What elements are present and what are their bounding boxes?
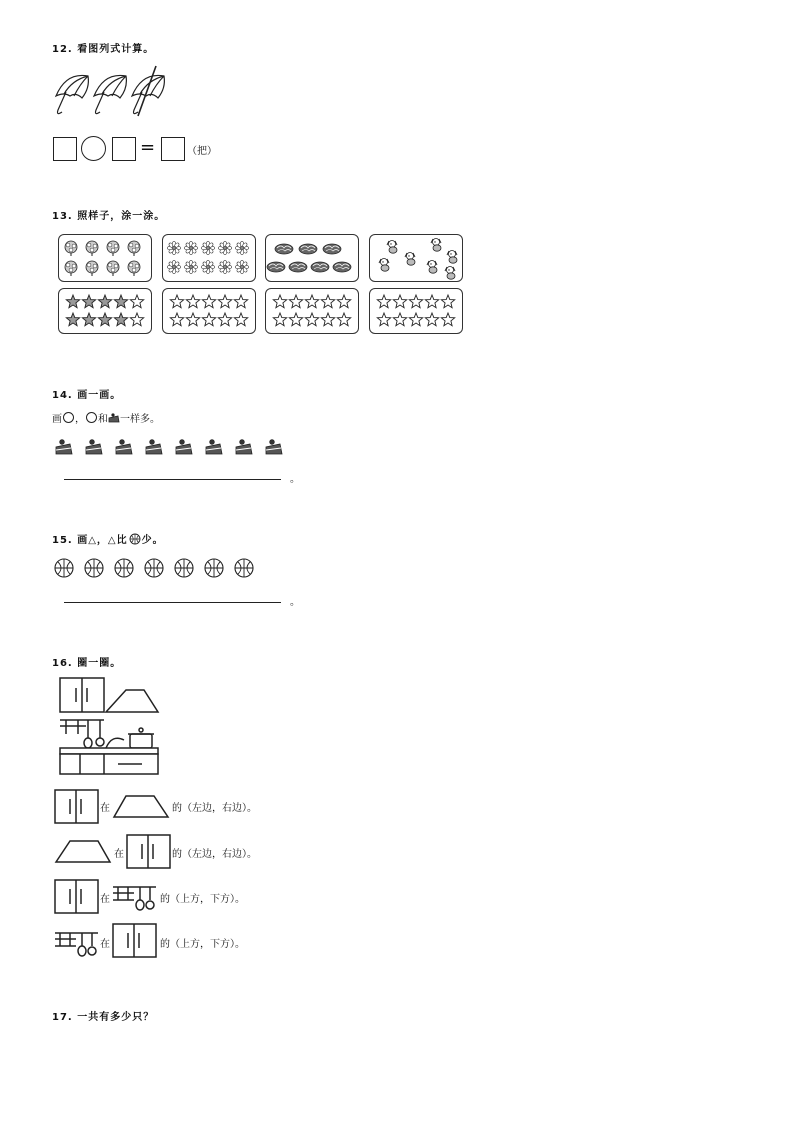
inst-pre: 画 — [52, 414, 62, 425]
panel-puppies — [369, 234, 463, 282]
star-icon[interactable] — [218, 295, 231, 308]
cake-icon — [206, 440, 222, 454]
bush-icon — [311, 262, 329, 272]
star-set[interactable] — [266, 289, 358, 333]
answer-line-q14[interactable] — [64, 479, 281, 480]
cake-icon — [56, 440, 72, 454]
daisy-icon — [201, 260, 214, 273]
basketball-icon — [129, 533, 141, 545]
operator-circle[interactable] — [81, 136, 106, 161]
daisy-set — [163, 235, 255, 281]
cake-icon — [146, 440, 162, 454]
star-icon[interactable] — [409, 313, 422, 326]
star-panel-3[interactable] — [265, 288, 359, 334]
star-icon[interactable] — [170, 313, 183, 326]
bush-icon — [333, 262, 351, 272]
star-icon[interactable] — [377, 313, 390, 326]
daisy-icon — [167, 260, 180, 273]
cake-icon — [86, 440, 102, 454]
q14-title: 14. 画一画。 — [52, 390, 122, 401]
bush-set — [266, 235, 358, 281]
puppy-set — [370, 235, 462, 281]
circle-icon — [86, 412, 97, 423]
flower-icon — [65, 241, 77, 256]
cabinet-icon — [54, 879, 100, 915]
cabinet-icon — [126, 834, 172, 870]
flower-icon — [86, 261, 98, 276]
cake-icon — [236, 440, 252, 454]
answer-box-1[interactable] — [53, 137, 77, 161]
umbrella-icon — [56, 75, 88, 113]
star-icon[interactable] — [218, 313, 231, 326]
basketball-row — [52, 556, 262, 580]
star-icon[interactable] — [202, 313, 215, 326]
star-icon[interactable] — [202, 295, 215, 308]
star-icon[interactable] — [393, 313, 406, 326]
star-icon[interactable] — [82, 313, 95, 326]
crossed-umbrella-icon — [132, 66, 164, 116]
cookware-icon — [106, 728, 154, 748]
bush-icon — [323, 244, 341, 254]
unit-label: （把） — [187, 146, 217, 157]
star-icon[interactable] — [114, 313, 127, 326]
umbrella-group — [52, 66, 174, 118]
star-icon[interactable] — [114, 295, 127, 308]
basketball-icon — [235, 559, 253, 577]
cake-icon — [176, 440, 192, 454]
flower-icon — [128, 261, 140, 276]
star-icon[interactable] — [441, 313, 454, 326]
daisy-icon — [218, 241, 231, 254]
q13-title: 13. 照样子，涂一涂。 — [52, 211, 166, 222]
star-icon[interactable] — [425, 295, 438, 308]
equals-sign: = — [140, 137, 156, 158]
star-icon[interactable] — [98, 295, 111, 308]
star-panel-4[interactable] — [369, 288, 463, 334]
star-icon[interactable] — [377, 295, 390, 308]
trapezoid-table-icon — [54, 838, 112, 864]
bush-icon — [299, 244, 317, 254]
puppy-icon — [431, 239, 441, 252]
star-icon[interactable] — [409, 295, 422, 308]
q16-row2-zai: 在 — [114, 849, 124, 860]
basketball-icon — [85, 559, 103, 577]
kitchen-scene — [56, 676, 162, 776]
daisy-icon — [184, 260, 197, 273]
daisy-icon — [184, 241, 197, 254]
star-icon[interactable] — [186, 295, 199, 308]
q16-row3-choice[interactable]: 的（上方，下方）。 — [160, 894, 245, 905]
answer-line-q15[interactable] — [64, 602, 281, 603]
cake-icon — [108, 412, 120, 423]
star-icon[interactable] — [441, 295, 454, 308]
trapezoid-table-icon — [106, 690, 158, 712]
bush-icon — [275, 244, 293, 254]
q15-title — [52, 531, 164, 546]
inst-sep: ， — [75, 414, 85, 425]
basketball-icon — [145, 559, 163, 577]
flower-icon — [128, 241, 140, 256]
flower-icon — [65, 261, 77, 276]
star-icon[interactable] — [289, 313, 302, 326]
star-icon[interactable] — [170, 295, 183, 308]
star-panel-example — [58, 288, 152, 334]
daisy-icon — [235, 260, 248, 273]
star-icon[interactable] — [186, 313, 199, 326]
q14-instruction — [52, 410, 160, 425]
star-icon[interactable] — [393, 295, 406, 308]
basketball-icon — [175, 559, 193, 577]
cake-row — [52, 436, 292, 458]
flower-icon — [86, 241, 98, 256]
panel-flowers — [58, 234, 152, 282]
q16-title: 16. 圈一圈。 — [52, 658, 122, 669]
star-icon[interactable] — [273, 295, 286, 308]
bush-icon — [267, 262, 285, 272]
puppy-icon — [379, 259, 389, 272]
star-icon[interactable] — [66, 295, 79, 308]
star-panel-2[interactable] — [162, 288, 256, 334]
flower-set — [59, 235, 151, 281]
panel-daisies — [162, 234, 256, 282]
cabinet-icon — [54, 789, 100, 825]
star-icon[interactable] — [130, 295, 143, 308]
q12-title: 12. 看图列式计算。 — [52, 44, 155, 55]
basketball-icon — [205, 559, 223, 577]
q15-title-text: 15. 画△，△比 — [52, 535, 128, 546]
inst-and: 和 — [98, 414, 108, 425]
bush-icon — [289, 262, 307, 272]
q16-row2-choice[interactable]: 的（左边，右边）。 — [172, 849, 257, 860]
answer-box-2[interactable] — [112, 137, 136, 161]
inst-post: 一样多。 — [120, 414, 160, 425]
star-icon[interactable] — [289, 295, 302, 308]
q14-end-mark: 。 — [290, 474, 300, 485]
star-icon[interactable] — [305, 313, 318, 326]
flower-icon — [107, 261, 119, 276]
daisy-icon — [167, 241, 180, 254]
star-icon[interactable] — [337, 313, 350, 326]
basketball-icon — [55, 559, 73, 577]
star-icon[interactable] — [337, 295, 350, 308]
cabinet-icon — [112, 923, 158, 959]
q15-title-post: 少。 — [141, 535, 164, 546]
star-icon[interactable] — [273, 313, 286, 326]
q16-row1-choice[interactable]: 的（左边，右边）。 — [172, 803, 257, 814]
daisy-icon — [235, 241, 248, 254]
star-icon[interactable] — [234, 313, 247, 326]
cake-icon — [266, 440, 282, 454]
trapezoid-table-icon — [112, 793, 170, 819]
daisy-icon — [201, 241, 214, 254]
puppy-icon — [387, 241, 397, 254]
q16-row4-choice[interactable]: 的（上方，下方）。 — [160, 939, 245, 950]
q16-row4-zai: 在 — [100, 939, 110, 950]
puppy-icon — [427, 261, 437, 274]
kitchen-counter-icon — [60, 748, 158, 774]
star-icon[interactable] — [321, 295, 334, 308]
star-set[interactable] — [163, 289, 255, 333]
star-set[interactable] — [370, 289, 462, 333]
cake-icon — [116, 440, 132, 454]
flower-icon — [107, 241, 119, 256]
utensil-rack-icon — [54, 930, 100, 958]
puppy-icon — [445, 267, 455, 280]
star-icon[interactable] — [321, 313, 334, 326]
puppy-icon — [447, 251, 457, 264]
star-icon[interactable] — [130, 313, 143, 326]
cabinet-icon — [60, 678, 104, 712]
q16-row1-zai: 在 — [100, 803, 110, 814]
umbrella-icon — [94, 75, 126, 113]
daisy-icon — [218, 260, 231, 273]
star-icon[interactable] — [425, 313, 438, 326]
circle-icon — [63, 412, 74, 423]
q17-title: 17. 一共有多少只？ — [52, 1012, 155, 1023]
utensil-rack-icon — [60, 720, 104, 748]
star-icon[interactable] — [82, 295, 95, 308]
q15-end-mark: 。 — [290, 597, 300, 608]
answer-box-result[interactable] — [161, 137, 185, 161]
star-icon[interactable] — [305, 295, 318, 308]
puppy-icon — [405, 253, 415, 266]
q16-row3-zai: 在 — [100, 894, 110, 905]
star-icon[interactable] — [66, 313, 79, 326]
star-icon[interactable] — [98, 313, 111, 326]
star-icon[interactable] — [234, 295, 247, 308]
utensil-rack-icon — [112, 884, 158, 912]
panel-bushes — [265, 234, 359, 282]
basketball-icon — [115, 559, 133, 577]
star-set — [59, 289, 151, 333]
